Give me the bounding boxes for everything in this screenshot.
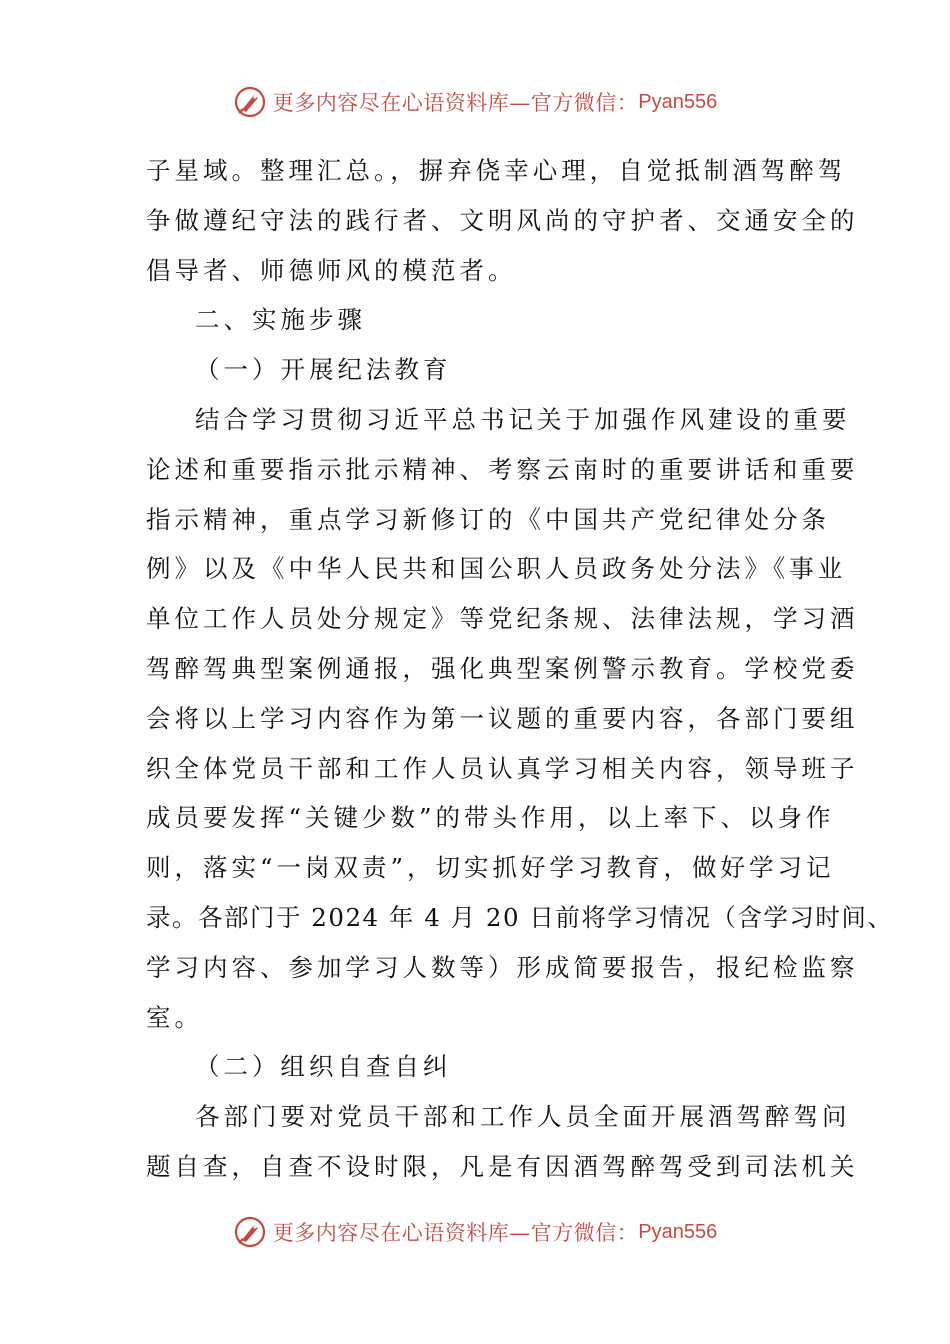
banner-wechat-account: Pyan556 <box>638 90 718 113</box>
text-line: 学习内容、参加学习人数等）形成简要报告，报纪检监察 <box>146 952 859 982</box>
text-line: 子星域。整理汇总。，摒弃侥幸心理，自觉抵制酒驾醉驾 <box>146 156 847 185</box>
text-line: 二、实施步骤 <box>195 305 366 335</box>
pen-nib-logo-icon <box>233 85 267 119</box>
text-line: 例》以及《中华人民共和国公职人员政务处分法》《事业 <box>146 554 847 584</box>
text-line: 会将以上学习内容作为第一议题的重要内容，各部门要组 <box>146 703 859 733</box>
text-line: （一）开展纪法教育 <box>195 355 452 385</box>
banner-text: 更多内容尽在心语资料库—官方微信： <box>272 91 639 115</box>
banner-text: 更多内容尽在心语资料库—官方微信： <box>272 1221 639 1245</box>
text-line: 录。各部门于 2024 年 4 月 20 日前将学习情况（含学习时间、 <box>146 902 894 932</box>
text-line: 题自查，自查不设时限，凡是有因酒驾醉驾受到司法机关 <box>146 1151 859 1181</box>
pen-nib-logo-icon <box>233 1215 267 1249</box>
footer-banner <box>0 1212 950 1252</box>
document-body <box>146 146 894 1192</box>
text-line: 室。 <box>146 1002 203 1032</box>
text-line: 指示精神，重点学习新修订的《中国共产党纪律处分条 <box>146 504 830 534</box>
text-line: （二）组织自查自纠 <box>195 1052 452 1082</box>
banner-wechat-account: Pyan556 <box>638 1220 718 1243</box>
text-line: 倡导者、师德师风的模范者。 <box>146 255 517 285</box>
text-line: 驾醉驾典型案例通报，强化典型案例警示教育。学校党委 <box>146 653 859 683</box>
text-line: 织全体党员干部和工作人员认真学习相关内容，领导班子 <box>146 753 859 783</box>
text-line: 则，落实“一岗双责”，切实抓好学习教育，做好学习记 <box>146 853 835 883</box>
text-line: 单位工作人员处分规定》等党纪条规、法律法规，学习酒 <box>146 604 859 634</box>
text-line: 各部门要对党员干部和工作人员全面开展酒驾醉驾问 <box>195 1102 851 1132</box>
header-banner <box>0 82 950 122</box>
text-line: 结合学习贯彻习近平总书记关于加强作风建设的重要 <box>195 404 851 434</box>
text-line: 论述和重要指示批示精神、考察云南时的重要讲话和重要 <box>146 454 859 484</box>
text-line: 成员要发挥“关键少数”的带头作用，以上率下、以身作 <box>146 803 835 833</box>
text-line: 争做遵纪守法的践行者、文明风尚的守护者、交通安全的 <box>146 205 859 235</box>
